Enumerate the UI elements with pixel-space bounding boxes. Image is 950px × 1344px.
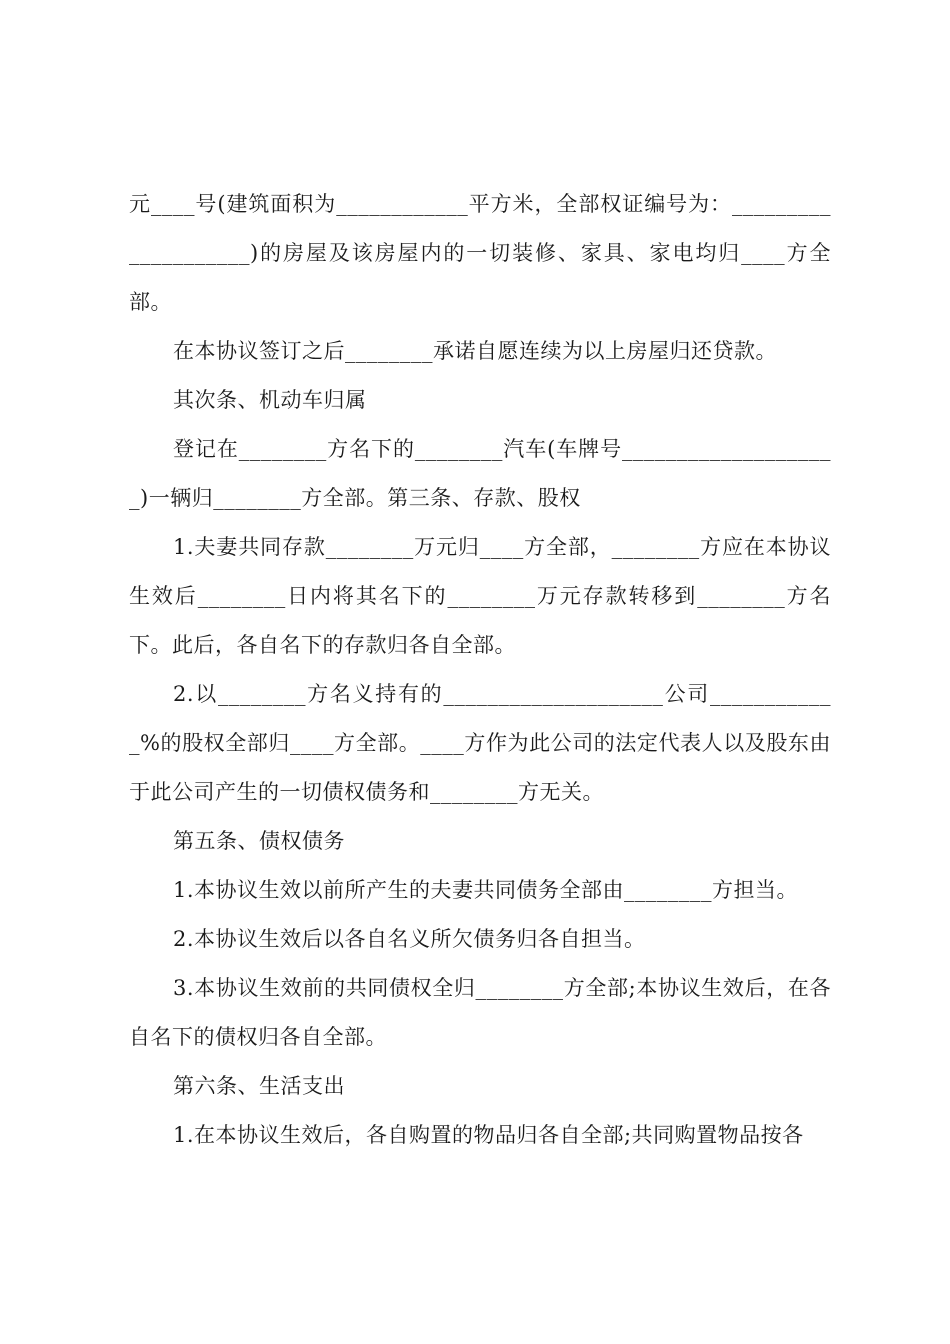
paragraph-debt-1: 1.本协议生效以前所产生的夫妻共同债务全部由________方担当。 (173, 878, 799, 902)
paragraph-living-1: 1.在本协议生效后，各自购置的物品归各自全部;共同购置物品按各 (173, 1123, 804, 1147)
paragraph-loan-commitment: 在本协议签订之后________承诺自愿连续为以上房屋归还贷款。 (173, 339, 777, 363)
paragraph-equity: 2.以________方名义持有的____________________公司____________%的股权全部归____方全部。____方作为此公司的法定代表人以及股东由于此公司产生的一切债权债务和________方无关。 (129, 682, 831, 804)
paragraph-deposits: 1.夫妻共同存款________万元归____方全部，________方应在本协议生效后________日内将其名下的________万元存款转移到________方名下。此后，各自名下的存款归各自全部。 (129, 535, 831, 657)
section-heading-living-expenses: 第六条、生活支出 (173, 1074, 345, 1098)
paragraph-property-house: 元____号(建筑面积为____________平方米，全部权证编号为：____________________)的房屋及该房屋内的一切装修、家具、家电均归____方全部。 (129, 192, 831, 314)
paragraph-vehicle: 登记在________方名下的________汽车(车牌号____________________)一辆归________方全部。第三条、存款、股权 (129, 437, 831, 510)
document-body (129, 180, 831, 1160)
section-heading-vehicle: 其次条、机动车归属 (173, 388, 367, 412)
section-heading-debts: 第五条、债权债务 (173, 829, 345, 853)
paragraph-debt-3: 3.本协议生效前的共同债权全归________方全部;本协议生效后，在各自名下的债权归各自全部。 (129, 976, 831, 1049)
paragraph-debt-2: 2.本协议生效后以各自名义所欠债务归各自担当。 (173, 927, 646, 951)
